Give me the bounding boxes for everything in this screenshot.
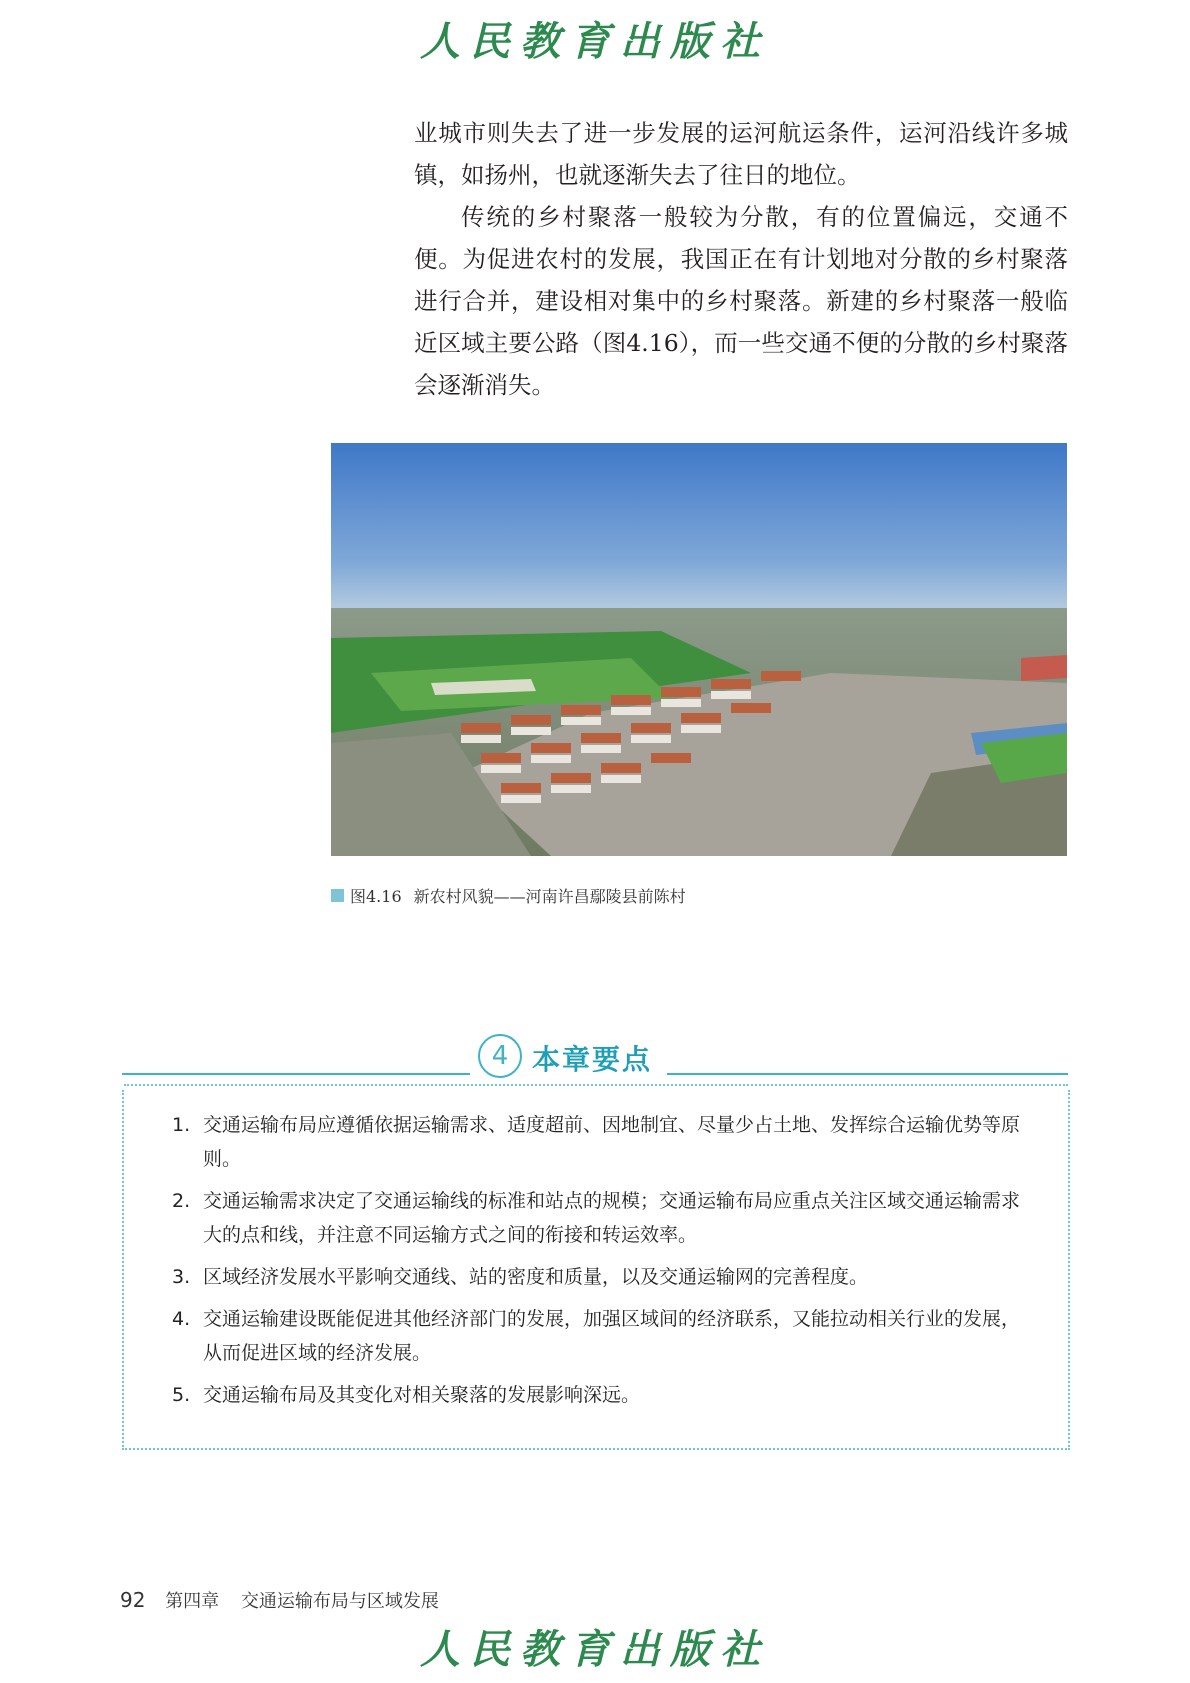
page-number: 92: [120, 1588, 146, 1612]
figure-caption-text: 新农村风貌——河南许昌鄢陵县前陈村: [413, 887, 686, 906]
item-text: 交通运输建设既能促进其他经济部门的发展，加强区域间的经济联系，又能拉动相关行业的发展，从而促进区域的经济发展。: [203, 1308, 1021, 1364]
chapter-label: 第四章: [165, 1591, 220, 1612]
summary-box-top-border: [124, 1084, 1068, 1086]
list-item: [172, 1302, 1022, 1370]
item-number: 4.: [172, 1308, 191, 1330]
chapter-summary-header: [122, 1030, 1068, 1080]
item-number: 2.: [172, 1190, 191, 1212]
list-item: [172, 1378, 1022, 1412]
list-item: [172, 1184, 1022, 1252]
chapter-number-badge: 4: [478, 1034, 522, 1078]
chapter-summary-list: [172, 1108, 1022, 1420]
list-item: [172, 1108, 1022, 1176]
item-number: 1.: [172, 1114, 191, 1136]
chapter-summary-title: 本章要点: [532, 1043, 653, 1076]
header-rule-right: [667, 1073, 1068, 1075]
caption-marker: [331, 889, 344, 902]
header-rule-left: [122, 1073, 470, 1075]
village-aerial-photo: [331, 443, 1067, 856]
figure-number: 图4.16: [350, 887, 402, 906]
item-text: 交通运输需求决定了交通运输线的标准和站点的规模；交通运输布局应重点关注区域交通运输需求大的点和线，并注意不同运输方式之间的衔接和转运效率。: [203, 1190, 1021, 1246]
figure-caption: [331, 884, 686, 907]
paragraph-2: 传统的乡村聚落一般较为分散，有的位置偏远，交通不便。为促进农村的发展，我国正在有计划地对分散的乡村聚落进行合并，建设相对集中的乡村聚落。新建的乡村聚落一般临近区域主要公路（图4.16），而一些交通不便的分散的乡村聚落会逐渐消失。: [414, 203, 1068, 399]
chapter-title: 交通运输布局与区域发展: [240, 1591, 439, 1612]
body-text: [414, 112, 1068, 406]
item-number: 5.: [172, 1384, 191, 1406]
item-text: 交通运输布局及其变化对相关聚落的发展影响深远。: [203, 1384, 641, 1406]
item-text: 交通运输布局应遵循依据运输需求、适度超前、因地制宜、尽量少占土地、发挥综合运输优势等原则。: [203, 1114, 1021, 1170]
item-text: 区域经济发展水平影响交通线、站的密度和质量，以及交通运输网的完善程度。: [203, 1266, 869, 1288]
publisher-watermark-top: 人民教育出版社: [420, 18, 770, 65]
publisher-watermark-bottom: 人民教育出版社: [420, 1626, 770, 1673]
paragraph-1: 业城市则失去了进一步发展的运河航运条件，运河沿线许多城镇，如扬州，也就逐渐失去了往日的地位。: [414, 119, 1068, 189]
list-item: [172, 1260, 1022, 1294]
page-footer: [120, 1587, 439, 1613]
item-number: 3.: [172, 1266, 191, 1288]
